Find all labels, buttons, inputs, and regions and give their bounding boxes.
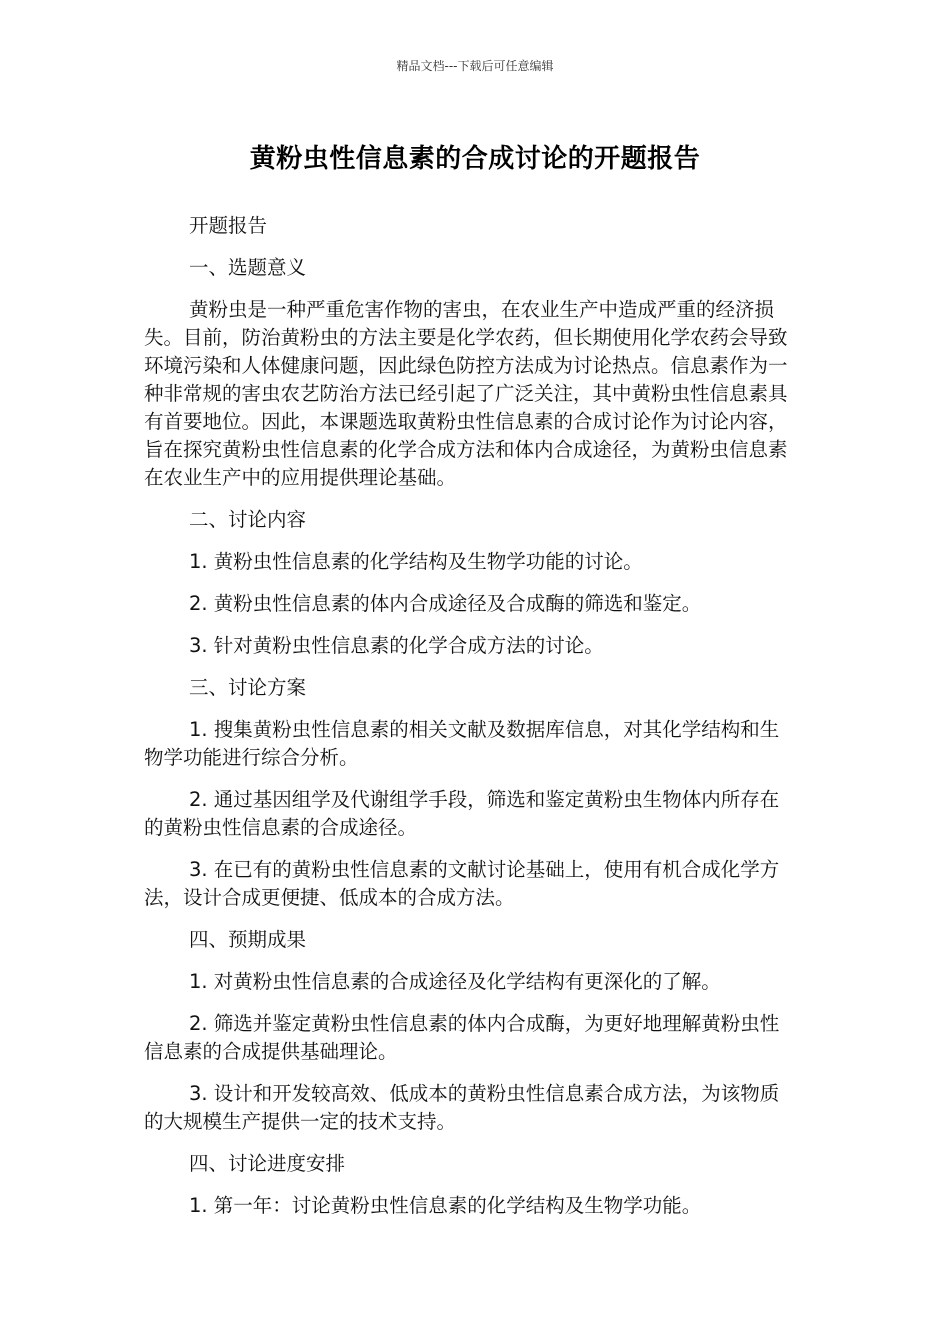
section-heading: 三、讨论方案 bbox=[189, 676, 307, 699]
list-item: 1. 搜集黄粉虫性信息素的相关文献及数据库信息，对其化学结构和生物学功能进行综合分析。 bbox=[144, 718, 780, 769]
paragraph: 黄粉虫是一种严重危害作物的害虫，在农业生产中造成严重的经济损失。目前，防治黄粉虫的方法主要是化学农药，但长期使用化学农药会导致环境污染和人体健康问题，因此绿色防控方法成为讨论热点。信息素作为一种非常规的害虫农艺防治方法已经引起了广泛关注，其中黄粉虫性信息素具有首要地位。因此，本课题选取黄粉虫性信息素的合成讨论作为讨论内容，旨在探究黄粉虫性信息素的化学合成方法和体内合成途径，为黄粉虫信息素在农业生产中的应用提供理论基础。 bbox=[144, 298, 788, 489]
list-item: 2. 通过基因组学及代谢组学手段，筛选和鉴定黄粉虫生物体内所存在的黄粉虫性信息素的合成途径。 bbox=[144, 788, 780, 839]
paragraph: 开题报告 bbox=[189, 214, 268, 237]
list-item: 1. 对黄粉虫性信息素的合成途径及化学结构有更深化的了解。 bbox=[189, 970, 721, 993]
list-item: 2. 黄粉虫性信息素的体内合成途径及合成酶的筛选和鉴定。 bbox=[189, 592, 702, 615]
list-item: 1. 黄粉虫性信息素的化学结构及生物学功能的讨论。 bbox=[189, 550, 643, 573]
page-header: 精品文档---下载后可任意编辑 bbox=[396, 59, 554, 73]
section-heading: 四、讨论进度安排 bbox=[189, 1152, 346, 1175]
section-heading: 一、选题意义 bbox=[189, 256, 307, 279]
section-heading: 二、讨论内容 bbox=[189, 508, 307, 531]
section-heading: 四、预期成果 bbox=[189, 928, 307, 951]
list-item: 2. 筛选并鉴定黄粉虫性信息素的体内合成酶，为更好地理解黄粉虫性信息素的合成提供基础理论。 bbox=[144, 1012, 780, 1063]
list-item: 1. 第一年：讨论黄粉虫性信息素的化学结构及生物学功能。 bbox=[189, 1194, 702, 1217]
list-item: 3. 针对黄粉虫性信息素的化学合成方法的讨论。 bbox=[189, 634, 604, 657]
document-body bbox=[144, 212, 798, 1234]
list-item: 3. 设计和开发较高效、低成本的黄粉虫性信息素合成方法，为该物质的大规模生产提供一定的技术支持。 bbox=[144, 1082, 780, 1133]
document-title: 黄粉虫性信息素的合成讨论的开题报告 bbox=[249, 144, 701, 174]
list-item: 3. 在已有的黄粉虫性信息素的文献讨论基础上，使用有机合成化学方法，设计合成更便捷、低成本的合成方法。 bbox=[144, 858, 780, 909]
